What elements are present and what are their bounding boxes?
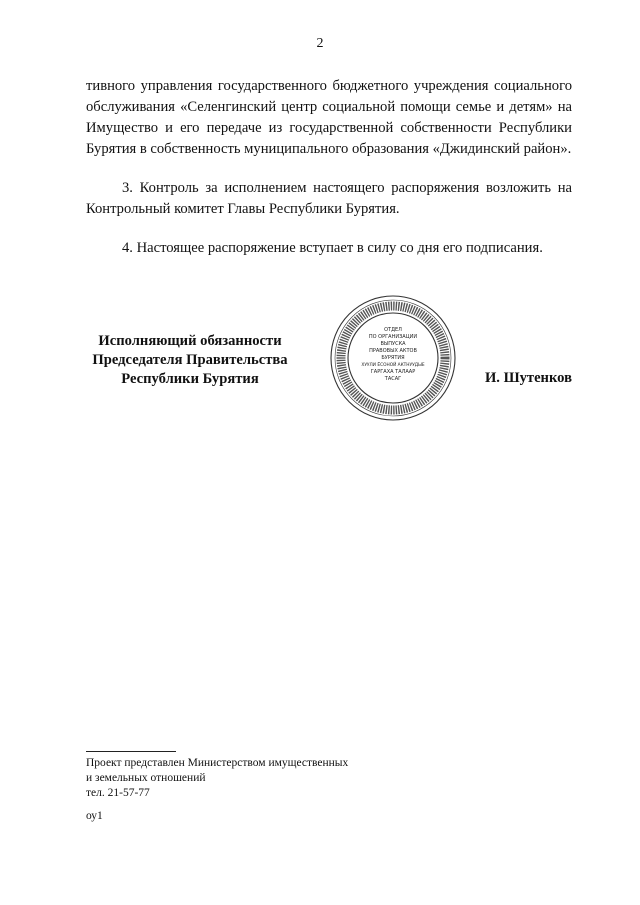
seal-text-line: ТАСАГ	[384, 376, 402, 382]
footnote-line: Проект представлен Министерством имущественных	[86, 757, 349, 769]
page-number: 2	[316, 36, 324, 51]
footnote-line: тел. 21-57-77	[86, 787, 150, 799]
signer-name: И. Шутенков	[484, 370, 572, 386]
seal-text-line: ХУУЛИ ЁСОНОЙ АКТНУУДЫЕ	[361, 363, 425, 368]
document-body	[86, 76, 572, 277]
document-code: оу1	[86, 810, 103, 822]
seal-text-line: ОТДЕЛ	[384, 327, 402, 333]
footnote-divider	[86, 751, 176, 752]
paragraph-item-4: 4. Настоящее распоряжение вступает в силу со дня его подписания.	[122, 240, 543, 256]
seal-text-line: ВЫПУСКА	[380, 341, 406, 347]
paragraph-item-3: 3. Контроль за исполнением настоящего распоряжения возложить на Контрольный комитет Главы Республики Бурятия.	[86, 180, 572, 217]
footnote	[86, 756, 348, 801]
seal-text-line: БУРЯТИЯ	[381, 355, 405, 361]
seal-text-line: ПО ОРГАНИЗАЦИИ	[368, 334, 418, 340]
signatory-position-line: Республики Бурятия	[121, 371, 259, 387]
seal-text-line: ПРАВОВЫХ АКТОВ	[369, 348, 417, 354]
paragraph-continuation: тивного управления государственного бюджетного учреждения социального обслуживания «Селенгинский центр социальной помощи семье и детям» на Имущество и его передаче из государственной собственности Республики Бурятия в собственность муниципального образования «Джидинский район».	[86, 78, 572, 157]
signatory-position-line: Председателя Правительства	[92, 352, 288, 368]
signatory-position-line: Исполняющий обязанности	[98, 333, 282, 349]
seal-text-line: ГАРГАХА ТАЛААР	[370, 369, 416, 375]
signatory-position	[70, 332, 310, 389]
footnote-line: и земельных отношений	[86, 772, 206, 784]
official-seal-stamp	[329, 294, 457, 422]
